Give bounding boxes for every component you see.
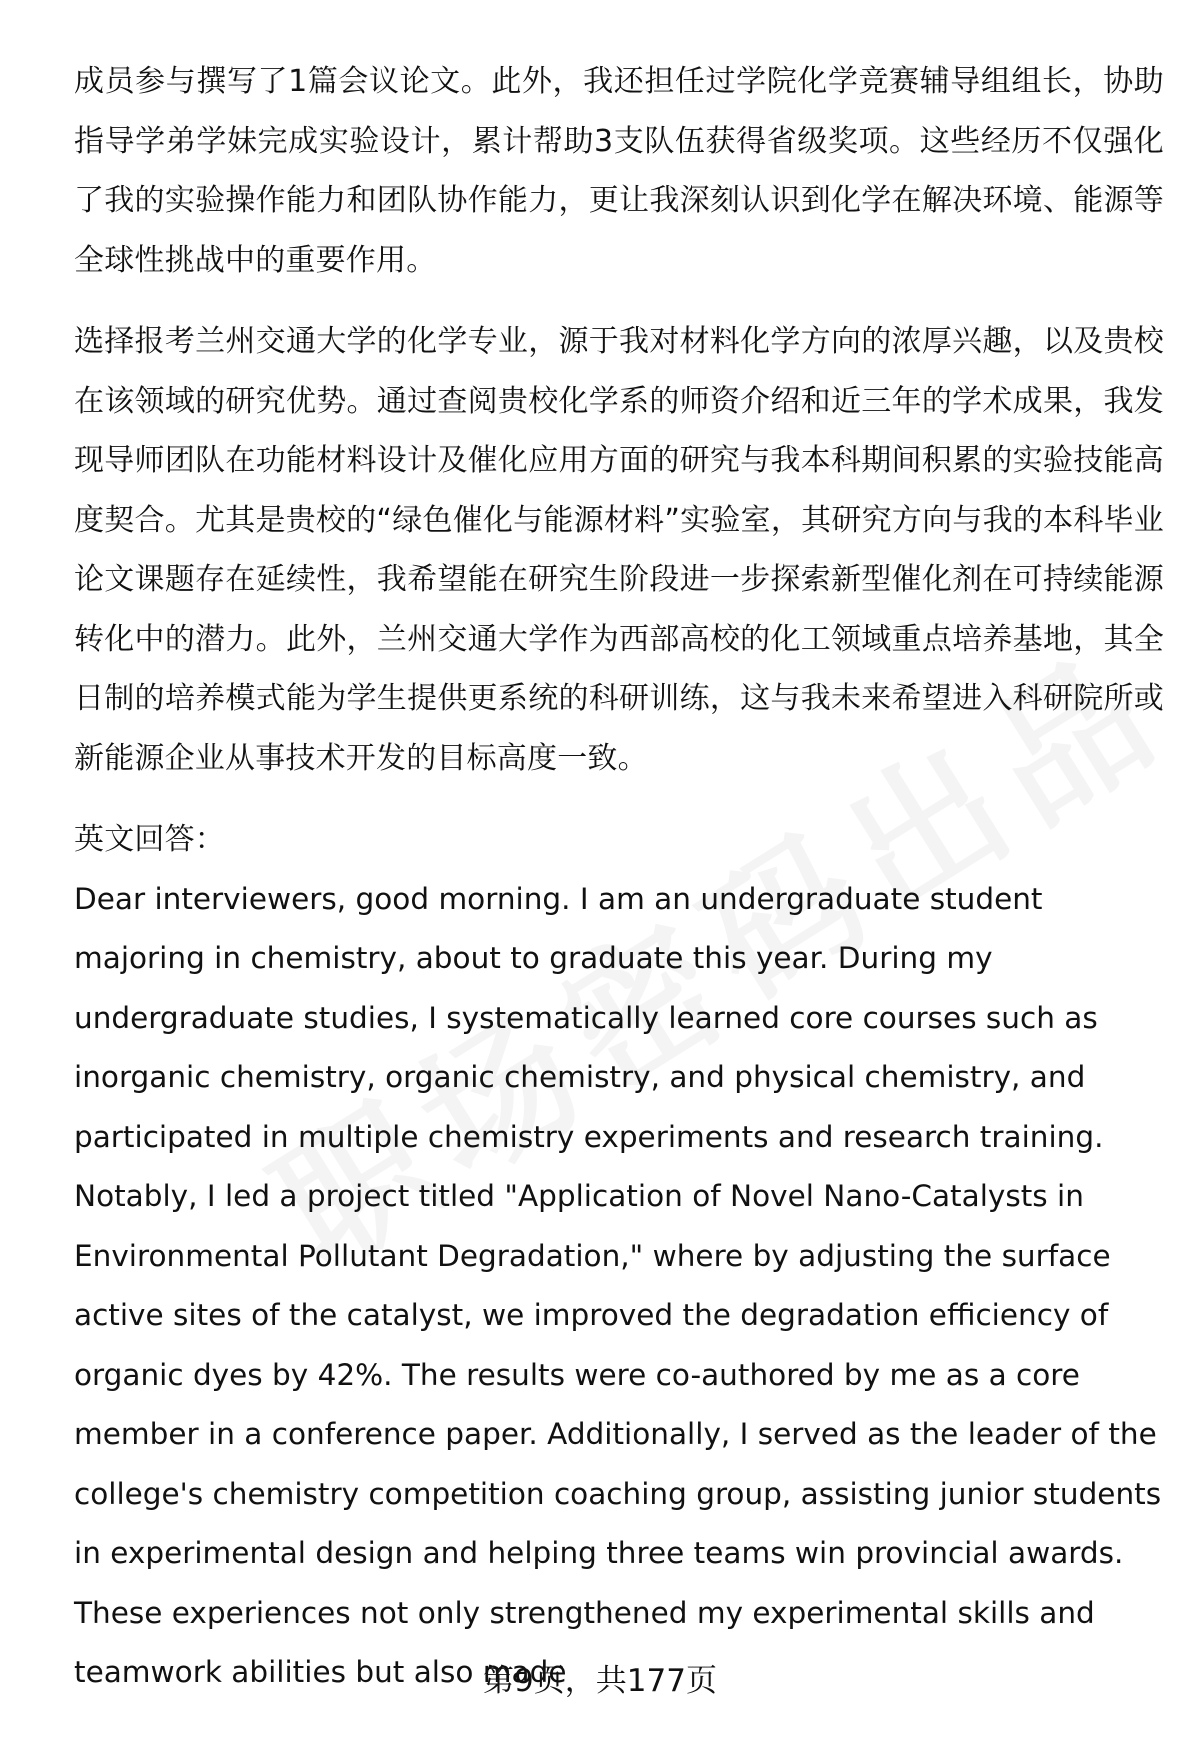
paragraph-2: 选择报考兰州交通大学的化学专业，源于我对材料化学方向的浓厚兴趣，以及贵校在该领域的研究优势。通过查阅贵校化学系的师资介绍和近三年的学术成果，我发现导师团队在功能材料设计及催化应用方面的研究与我本科期间积累的实验技能高度契合。尤其是贵校的“绿色催化与能源材料”实验室，其研究方向与我的本科毕业论文课题存在延续性，我希望能在研究生阶段进一步探索新型催化剂在可持续能源转化中的潜力。此外，兰州交通大学作为西部高校的化工领域重点培养基地，其全日制的培养模式能为学生提供更系统的科研训练，这与我未来希望进入科研院所或新能源企业从事技术开发的目标高度一致。 — [74, 324, 1164, 776]
paragraph-1: 成员参与撰写了1篇会议论文。此外，我还担任过学院化学竞赛辅导组组长，协助指导学弟学妹完成实验设计，累计帮助3支队伍获得省级奖项。这些经历不仅强化了我的实验操作能力和团队协作能力，更让我深刻认识到化学在解决环境、能源等全球性挑战中的重要作用。 — [74, 64, 1164, 278]
page-number: 第9页，共177页 — [483, 1663, 717, 1699]
document-body — [74, 52, 1164, 1703]
english-answer-text: Dear interviewers, good morning. I am an undergraduate student majoring in chemistry, about to graduate this year. During my undergraduate studies, I systematically learned core courses such as inorganic chemistry, organic chemistry, and physical chemistry, and participated in multiple chemistry experiments and research training. Notably, I led a project titled "Application of Novel Nano-Catalysts in Environmental Pollutant Degradation," where by adjusting the surface active sites of the catalyst, we improved the degradation efficiency of organic dyes by 42%. The results were co-authored by me as a core member in a conference paper. Additionally, I served as the leader of the college's chemistry competition coaching group, assisting junior students in experimental design and helping three teams win provincial awards. These experiences not only strengthened my experimental skills and teamwork abilities but also made — [74, 881, 1162, 1689]
english-answer-heading: 英文回答： — [74, 822, 225, 857]
